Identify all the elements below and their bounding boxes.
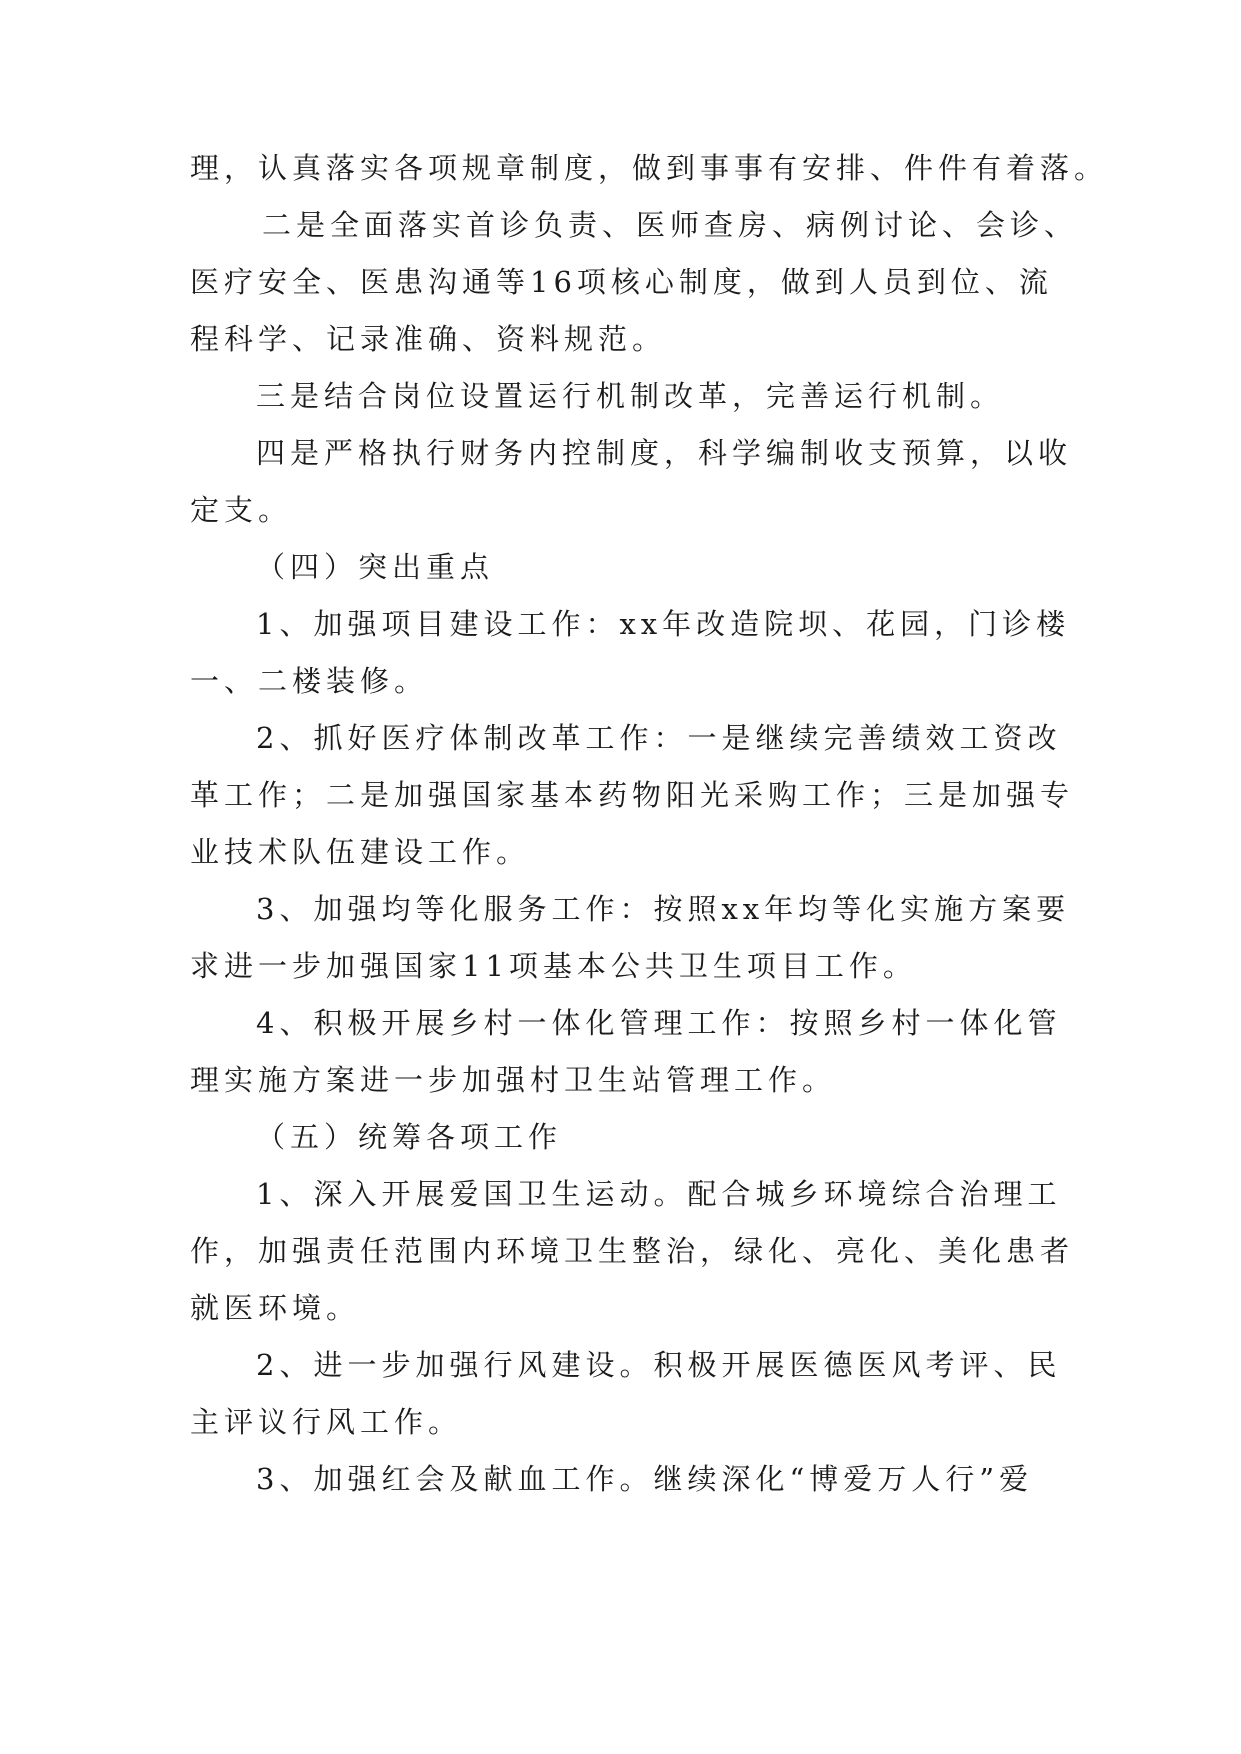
text-line: 1、深入开展爱国卫生运动。配合城乡环境综合治理工: [256, 1177, 1062, 1211]
text-line: 就医环境。: [190, 1291, 361, 1325]
text-line: 定支。: [190, 493, 293, 527]
text-line: 主评议行风工作。: [190, 1405, 463, 1439]
section-heading: （五）统筹各项工作: [256, 1120, 563, 1154]
text-line: 四是严格执行财务内控制度，科学编制收支预算，以收: [256, 436, 1073, 470]
section-heading: （四）突出重点: [256, 550, 495, 584]
text-line: 作，加强责任范围内环境卫生整治，绿化、亮化、美化患者: [190, 1234, 1075, 1268]
text-line: 业技术队伍建设工作。: [190, 835, 531, 869]
text-line: 一、二楼装修。: [190, 664, 429, 698]
text-line: 理，认真落实各项规章制度，做到事事有安排、件件有着落。: [190, 151, 1109, 185]
text-line: 4、积极开展乡村一体化管理工作：按照乡村一体化管: [256, 1006, 1062, 1040]
text-line: 二是全面落实首诊负责、医师查房、病例讨论、会诊、: [262, 208, 1079, 242]
text-line: 3、加强红会及献血工作。继续深化“博爱万人行”爱: [256, 1462, 1034, 1496]
text-line: 三是结合岗位设置运行机制改革，完善运行机制。: [256, 379, 1005, 413]
text-line: 2、抓好医疗体制改革工作：一是继续完善绩效工资改: [256, 721, 1062, 755]
text-line: 求进一步加强国家11项基本公共卫生项目工作。: [190, 949, 917, 983]
text-line: 3、加强均等化服务工作：按照xx年均等化实施方案要: [256, 892, 1071, 926]
text-line: 理实施方案进一步加强村卫生站管理工作。: [190, 1063, 837, 1097]
text-line: 医疗安全、医患沟通等16项核心制度，做到人员到位、流: [190, 265, 1053, 299]
text-line: 革工作；二是加强国家基本药物阳光采购工作；三是加强专: [190, 778, 1075, 812]
text-line: 1、加强项目建设工作：xx年改造院坝、花园，门诊楼: [256, 607, 1071, 641]
text-line: 程科学、记录准确、资料规范。: [190, 322, 667, 356]
text-line: 2、进一步加强行风建设。积极开展医德医风考评、民: [256, 1348, 1062, 1382]
